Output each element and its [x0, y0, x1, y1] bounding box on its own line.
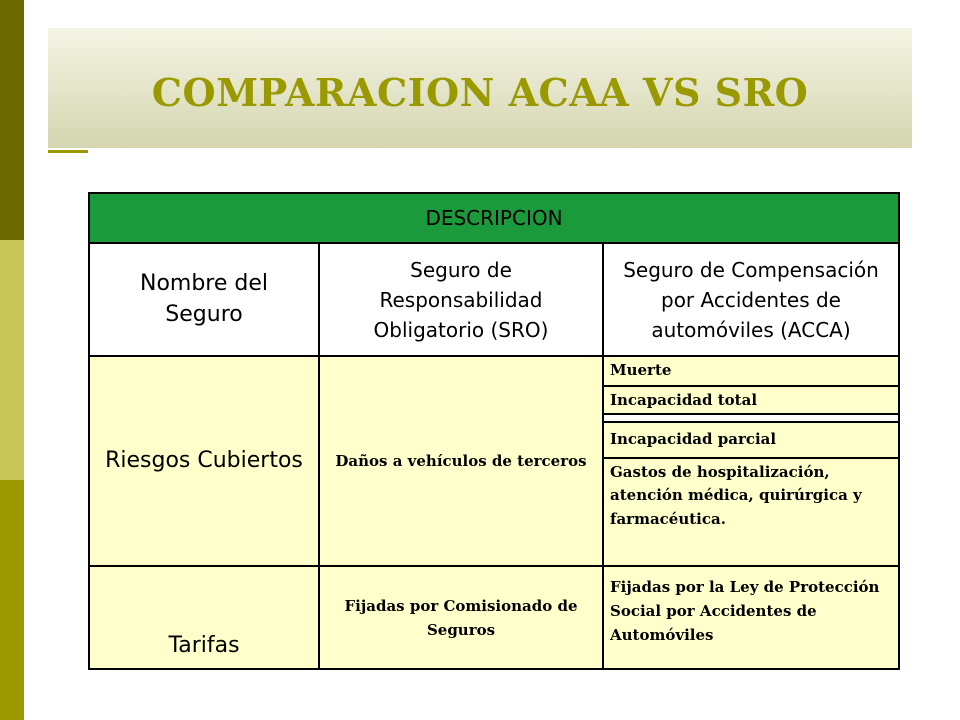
title-underline-accent	[48, 150, 88, 153]
row2-acca	[604, 357, 898, 567]
coverage-spacer	[604, 415, 898, 423]
row1-sro-text: Seguro de Responsabilidad Obligatorio (SRO)	[373, 257, 549, 342]
coverage-item: Muerte	[604, 357, 898, 387]
row3-label	[90, 567, 320, 668]
slide-title: COMPARACION ACAA VS SRO	[151, 70, 809, 115]
coverage-item: Gastos de hospitalización, atención médica, quirúrgica y farmacéutica.	[604, 459, 898, 565]
row2-label	[90, 357, 320, 567]
row3-sro-text: Fijadas por Comisionado de Seguros	[344, 596, 578, 639]
coverage-item-text: Incapacidad parcial	[610, 430, 777, 449]
row1-acca	[604, 244, 898, 357]
row3-label-text: Tarifas	[168, 633, 240, 659]
row1-acca-text: Seguro de Compensación por Accidentes de automóviles (ACCA)	[623, 257, 879, 342]
row1-label-text: Nombre del Seguro	[139, 270, 268, 327]
row3-acca: Fijadas por la Ley de Protección Social por Accidentes de Automóviles	[604, 567, 898, 668]
accent-stripe-top	[0, 0, 24, 240]
accent-stripe-middle	[0, 240, 24, 480]
row3-sro	[320, 567, 604, 668]
row2-label-text: Riesgos Cubiertos	[105, 447, 303, 473]
title-band	[48, 28, 912, 148]
coverage-item: Incapacidad total	[604, 387, 898, 415]
table-header: DESCRIPCION	[90, 194, 898, 244]
comparison-table	[88, 192, 900, 670]
accent-stripe-bottom	[0, 480, 24, 720]
row1-sro	[320, 244, 604, 357]
coverage-item	[604, 423, 898, 459]
row2-sro	[320, 357, 604, 567]
row2-sro-text: Daños a vehículos de terceros	[335, 452, 587, 470]
row1-label	[90, 244, 320, 357]
